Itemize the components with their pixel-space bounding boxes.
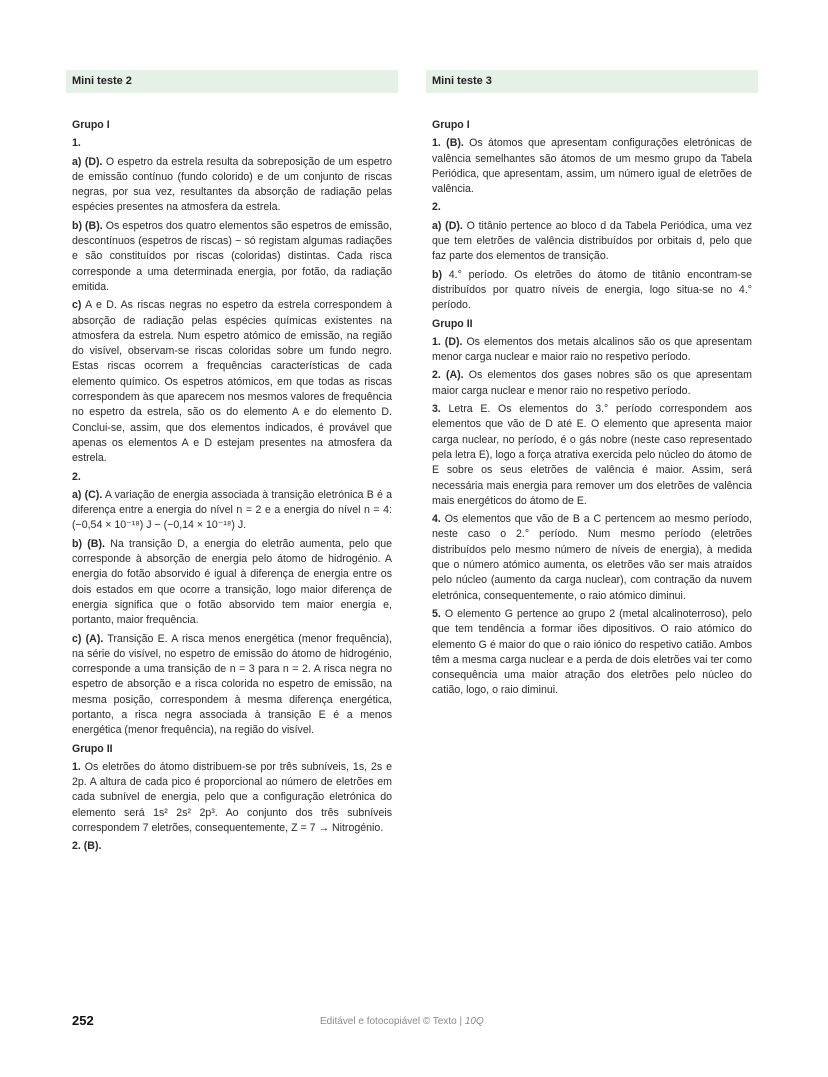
answer-label: b) (B). — [72, 537, 105, 550]
answer-text: A e D. As riscas negras no espetro da estrela correspondem à absorção de radiação pelas espécies químicas existentes na atmosfera da estrela. Num espetro atómico de emissão, na região do visível, observam-se riscas coloridas sobre um fundo negro. Estas riscas ocorrem a frequências características de cada elemento químico. Os espetros atómicos, em que todas as riscas correspondem às que aparecem nos mesmos valores de frequência no espetro da estrela, são os do elemento A e do elemento D. Conclui-se, assim, que dos elementos indicados, é provável que apenas os elementos A e D estejam presentes na atmosfera da estrela. — [72, 299, 392, 465]
answer-label: b) — [432, 268, 442, 281]
copyright-text: Editável e fotocopiável © Texto | — [320, 1016, 465, 1027]
answer-text: O elemento G pertence ao grupo 2 (metal alcalinoterroso), pelo que tem tendência a formar iões dipositivos. O raio atómico do elemento G é maior do que o raio iónico do respetivo catião. Ambos têm a mesma carga nuclear e a perda de dois eletrões vai ter como consequência uma maior atração dos eletrões pelo núcleo do catião, logo, o raio diminui. — [432, 607, 752, 697]
answer-g2-1 — [72, 760, 392, 836]
answer-label: c) (A). — [72, 632, 104, 645]
answer-label: c) — [72, 299, 82, 312]
answer-label: 5. — [432, 607, 441, 620]
answer-2c — [72, 632, 392, 739]
answer-g2-1 — [432, 335, 752, 366]
group-heading: Grupo II — [72, 742, 113, 755]
answer-label: a) (D). — [432, 219, 463, 232]
answer-label: a) (C). — [72, 488, 103, 501]
answer-label: 3. — [432, 403, 441, 416]
column-mini-teste-2 — [66, 70, 398, 858]
answer-text: Na transição D, a energia do eletrão aumenta, pelo que corresponde à absorção de energia pelo átomo de hidrogénio. A energia do fotão absorvido é igual à diferença de energia entre os dois estados em que ocorre a transição, logo maior diferença de energia significa que o fotão absorvido tem maior energia e, portanto, maior frequência. — [72, 537, 392, 627]
answer-text: Os átomos que apresentam configurações eletrónicas de valência semelhantes são átomos de um mesmo grupo da Tabela Periódica, que apresentam, assim, um número igual de eletrões de valência. — [432, 137, 752, 196]
group-heading: Grupo I — [432, 119, 470, 131]
answer-g2-2 — [432, 368, 752, 399]
answer-text: Os elementos dos metais alcalinos são os que apresentam menor carga nuclear e maior raio no respetivo período. — [432, 335, 753, 364]
answer-label: a) (D). — [72, 155, 103, 168]
answer-text: Transição E. A risca menos energética (menor frequência), na série do visível, no espetro de emissão do átomo de hidrogénio, corresponde a uma transição de n = 3 para n = 2. A risca negra no espetro de absorção e a risca colorida no espetro de emissão, na mesma posição, correspondem à mesma diferença energética, portanto, a risca negra associada à transição E é a menos energética (menor frequência), na região do visível. — [72, 632, 393, 737]
question-number: 1. — [72, 137, 81, 150]
question-number: 2. — [432, 201, 441, 214]
answer-1c — [72, 298, 392, 466]
answer-text: O titânio pertence ao bloco d da Tabela Periódica, uma vez que tem eletrões de valência distribuídos por orbitais d, pelo que faz parte dos elementos de transição. — [432, 219, 753, 263]
answer-2b — [432, 268, 752, 314]
answer-1b — [72, 219, 392, 295]
answer-2a — [72, 488, 392, 534]
answer-g2-3 — [432, 402, 752, 509]
answer-text: 4.° período. Os eletrões do átomo de titânio encontram-se distribuídos por quatro níveis de energia, logo situa-se no 4.° período. — [432, 268, 752, 312]
question-number: 2. — [72, 470, 81, 483]
answer-text: A variação de energia associada à transição eletrónica B é a diferença entre a energia do nível n = 2 e a energia do nível n = 4: (−0,54 × 10⁻¹⁸) J − (−0,14 × 10⁻¹⁸) J. — [72, 488, 392, 532]
book-code: 10Q — [464, 1016, 484, 1027]
section-body — [426, 118, 758, 699]
answer-text: Os elementos que vão de B a C pertencem ao mesmo período, neste caso o 2.° período. Num mesmo período (eletrões distribuídos pelo mesmo número de níveis de energia), à medida que o número atómico aumenta, os eletrões vão ser mais atraídos pelo núcleo (aumento da carga nuclear), com contração da nuvem eletrónica, consequentemente, o raio atómico diminui. — [432, 513, 752, 602]
answer-g2-2: 2. (B). — [72, 840, 102, 853]
answer-g2-4 — [432, 512, 752, 604]
section-body — [66, 118, 398, 855]
answer-2b — [72, 537, 392, 629]
answer-label: 1. — [72, 760, 81, 773]
group-heading: Grupo II — [432, 317, 473, 330]
answer-label: 4. — [432, 513, 441, 526]
answer-1 — [432, 136, 752, 197]
answer-text: Os eletrões do átomo distribuem-se por três subníveis, 1s, 2s e 2p. A altura de cada pico é proporcional ao número de eletrões em cada subnível de energia, pelo que a configuração eletrónica do elemento será 1s² 2s² 2p³. Ao conjunto dos três subníveis correspondem 7 eletrões, consequentemente, Z = 7 → Nitrogénio. — [72, 760, 392, 835]
answer-label: 1. (B). — [432, 137, 464, 150]
answer-g2-5 — [432, 607, 752, 699]
answer-1a — [72, 155, 392, 216]
copyright-notice — [320, 1016, 484, 1027]
section-header: Mini teste 2 — [66, 70, 398, 93]
answer-text: Letra E. Os elementos do 3.° período correspondem aos elementos que vão de D até E. O elemento que apresenta maior carga nuclear, no período, é o gás nobre (neste caso representado pela letra E), logo a força atrativa exercida pelo núcleo do átomo de E sobre os seus eletrões de valência é maior. Assim, será necessária mais energia para remover um dos eletrões de valência mais energéticos do átomo de E. — [432, 403, 752, 507]
answer-2a — [432, 219, 752, 265]
answer-label: 2. (A). — [432, 369, 464, 382]
answer-label: 1. (D). — [432, 335, 463, 348]
group-heading: Grupo I — [72, 119, 110, 131]
answer-label: b) (B). — [72, 219, 103, 232]
answer-text: O espetro da estrela resulta da sobreposição de um espetro de emissão contínuo (fundo colorido) e de um conjunto de riscas negras, por sua vez, resultantes da absorção de radiação pelas espécies presentes na atmosfera da estrela. — [72, 155, 392, 214]
page-number: 252 — [72, 1013, 94, 1028]
answer-text: Os espetros dos quatro elementos são espetros de emissão, descontínuos (espetros de riscas) − só registam algumas radiações e são constituídos por riscas (coloridas) distintas. Cada risca corresponde a uma determinada energia, por fotão, da radiação emitida. — [72, 219, 393, 293]
section-header: Mini teste 3 — [426, 70, 758, 93]
answer-text: Os elementos dos gases nobres são os que apresentam maior carga nuclear e menor raio no respetivo período. — [432, 369, 752, 397]
column-mini-teste-3 — [426, 70, 758, 702]
